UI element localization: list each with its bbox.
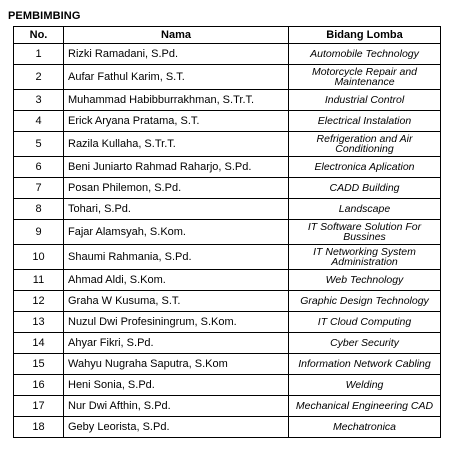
table-row <box>14 417 441 438</box>
row-nama: Geby Leorista, S.Pd. <box>64 417 289 438</box>
row-nama: Ahmad Aldi, S.Kom. <box>64 270 289 291</box>
table-row <box>14 333 441 354</box>
pembimbing-table <box>13 26 441 438</box>
row-number: 1 <box>14 44 64 65</box>
row-bidang-lomba: Graphic Design Technology <box>289 291 441 312</box>
row-nama: Fajar Alamsyah, S.Kom. <box>64 220 289 245</box>
table-row <box>14 90 441 111</box>
row-bidang-lomba: Motorcycle Repair and Maintenance <box>289 65 441 90</box>
row-number: 12 <box>14 291 64 312</box>
row-number: 8 <box>14 199 64 220</box>
row-bidang-lomba: Electrical Instalation <box>289 111 441 132</box>
row-bidang-lomba: CADD Building <box>289 178 441 199</box>
row-number: 6 <box>14 157 64 178</box>
row-nama: Nuzul Dwi Profesiningrum, S.Kom. <box>64 312 289 333</box>
row-number: 17 <box>14 396 64 417</box>
header-nama: Nama <box>64 27 289 44</box>
row-bidang-lomba: IT Software Solution For Bussines <box>289 220 441 245</box>
header-bidang-lomba: Bidang Lomba <box>289 27 441 44</box>
row-number: 7 <box>14 178 64 199</box>
header-no: No. <box>14 27 64 44</box>
row-number: 9 <box>14 220 64 245</box>
table-row <box>14 291 441 312</box>
row-nama: Posan Philemon, S.Pd. <box>64 178 289 199</box>
table-header-row <box>14 27 441 44</box>
table-row <box>14 65 441 90</box>
table-row <box>14 132 441 157</box>
row-nama: Beni Juniarto Rahmad Raharjo, S.Pd. <box>64 157 289 178</box>
row-nama: Graha W Kusuma, S.T. <box>64 291 289 312</box>
row-nama: Ahyar Fikri, S.Pd. <box>64 333 289 354</box>
table-row <box>14 354 441 375</box>
row-nama: Erick Aryana Pratama, S.T. <box>64 111 289 132</box>
row-nama: Muhammad Habibburrakhman, S.Tr.T. <box>64 90 289 111</box>
row-number: 4 <box>14 111 64 132</box>
table-row <box>14 270 441 291</box>
row-nama: Wahyu Nugraha Saputra, S.Kom <box>64 354 289 375</box>
row-bidang-lomba: Web Technology <box>289 270 441 291</box>
table-row <box>14 199 441 220</box>
row-bidang-lomba: Mechatronica <box>289 417 441 438</box>
table-row <box>14 396 441 417</box>
row-number: 10 <box>14 245 64 270</box>
row-bidang-lomba: Welding <box>289 375 441 396</box>
row-bidang-lomba: Industrial Control <box>289 90 441 111</box>
row-number: 18 <box>14 417 64 438</box>
row-bidang-lomba: IT Networking System Administration <box>289 245 441 270</box>
row-bidang-lomba: Information Network Cabling <box>289 354 441 375</box>
table-row <box>14 157 441 178</box>
document-title: PEMBIMBING <box>8 10 81 22</box>
row-number: 16 <box>14 375 64 396</box>
row-nama: Tohari, S.Pd. <box>64 199 289 220</box>
table-row <box>14 111 441 132</box>
row-number: 15 <box>14 354 64 375</box>
row-nama: Razila Kullaha, S.Tr.T. <box>64 132 289 157</box>
row-bidang-lomba: Refrigeration and Air Conditioning <box>289 132 441 157</box>
row-number: 11 <box>14 270 64 291</box>
table-row <box>14 220 441 245</box>
row-bidang-lomba: Cyber Security <box>289 333 441 354</box>
row-number: 3 <box>14 90 64 111</box>
row-nama: Nur Dwi Afthin, S.Pd. <box>64 396 289 417</box>
table-row <box>14 44 441 65</box>
row-number: 5 <box>14 132 64 157</box>
table-row <box>14 312 441 333</box>
row-nama: Shaumi Rahmania, S.Pd. <box>64 245 289 270</box>
table-row <box>14 178 441 199</box>
row-number: 14 <box>14 333 64 354</box>
row-number: 13 <box>14 312 64 333</box>
row-nama: Rizki Ramadani, S.Pd. <box>64 44 289 65</box>
row-bidang-lomba: Landscape <box>289 199 441 220</box>
row-bidang-lomba: Mechanical Engineering CAD <box>289 396 441 417</box>
table-row <box>14 375 441 396</box>
row-bidang-lomba: Automobile Technology <box>289 44 441 65</box>
row-nama: Aufar Fathul Karim, S.T. <box>64 65 289 90</box>
row-number: 2 <box>14 65 64 90</box>
row-bidang-lomba: IT Cloud Computing <box>289 312 441 333</box>
row-bidang-lomba: Electronica Aplication <box>289 157 441 178</box>
row-nama: Heni Sonia, S.Pd. <box>64 375 289 396</box>
table-row <box>14 245 441 270</box>
